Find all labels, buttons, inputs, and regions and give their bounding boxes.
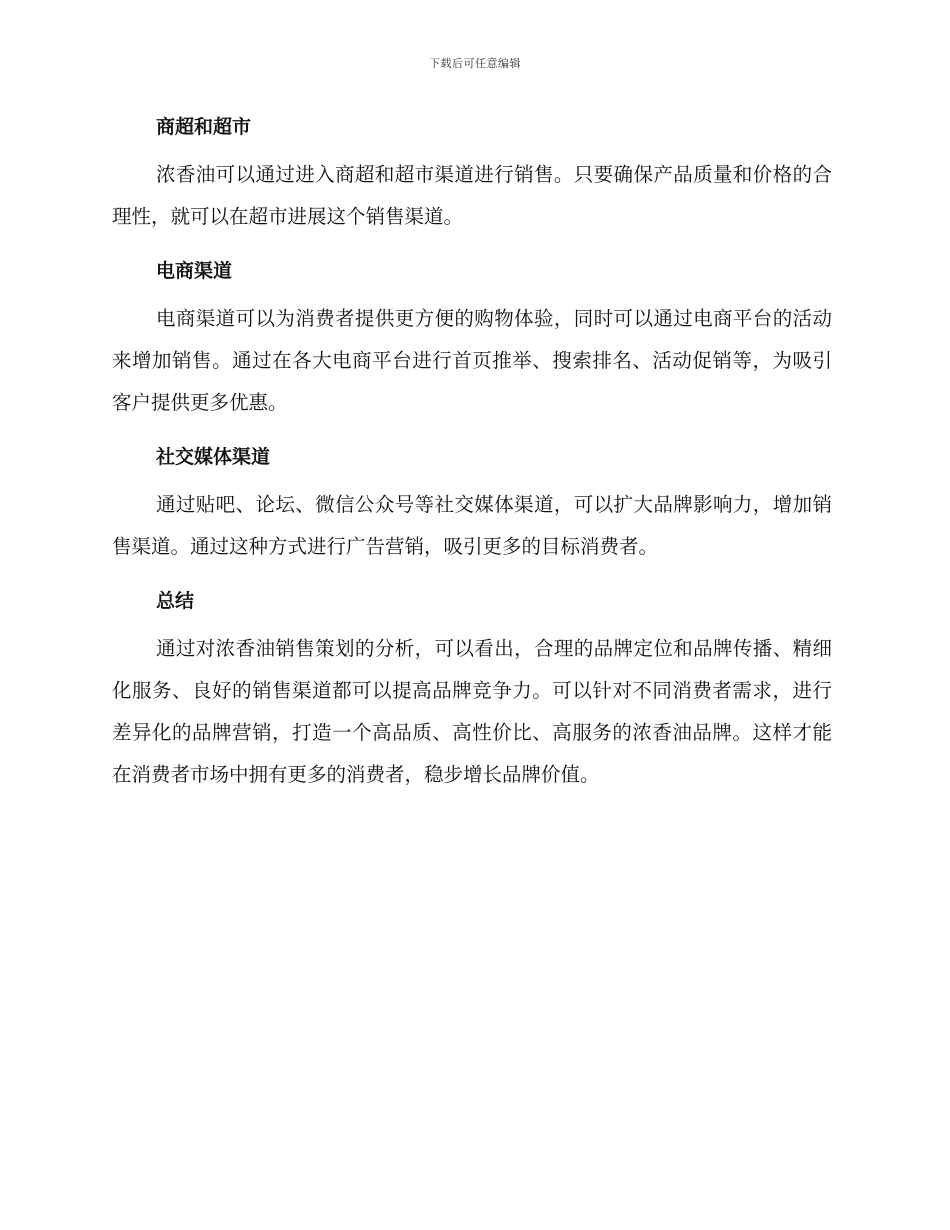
section-heading: 社交媒体渠道 (156, 446, 271, 468)
document-body (112, 110, 832, 812)
page-header-note: 下载后可任意编辑 (429, 57, 521, 70)
section-social-media (112, 440, 832, 568)
section-heading: 商超和超市 (156, 116, 252, 138)
section-paragraph: 电商渠道可以为消费者提供更方便的购物体验，同时可以通过电商平台的活动来增加销售。通过在各大电商平台进行首页推举、搜索排名、活动促销等，为吸引客户提供更多优惠。 (112, 307, 832, 414)
section-paragraph: 浓香油可以通过进入商超和超市渠道进行销售。只要确保产品质量和价格的合理性，就可以在超市进展这个销售渠道。 (112, 163, 832, 228)
section-heading: 总结 (156, 590, 195, 612)
section-supermarket (112, 110, 832, 238)
section-summary (112, 584, 832, 796)
section-ecommerce (112, 254, 832, 424)
section-heading: 电商渠道 (156, 260, 233, 282)
section-paragraph: 通过贴吧、论坛、微信公众号等社交媒体渠道，可以扩大品牌影响力，增加销售渠道。通过这种方式进行广告营销，吸引更多的目标消费者。 (112, 493, 832, 558)
section-paragraph: 通过对浓香油销售策划的分析，可以看出，合理的品牌定位和品牌传播、精细化服务、良好的销售渠道都可以提高品牌竞争力。可以针对不同消费者需求，进行差异化的品牌营销，打造一个高品质、高性价比、高服务的浓香油品牌。这样才能在消费者市场中拥有更多的消费者，稳步增长品牌价值。 (112, 637, 832, 786)
